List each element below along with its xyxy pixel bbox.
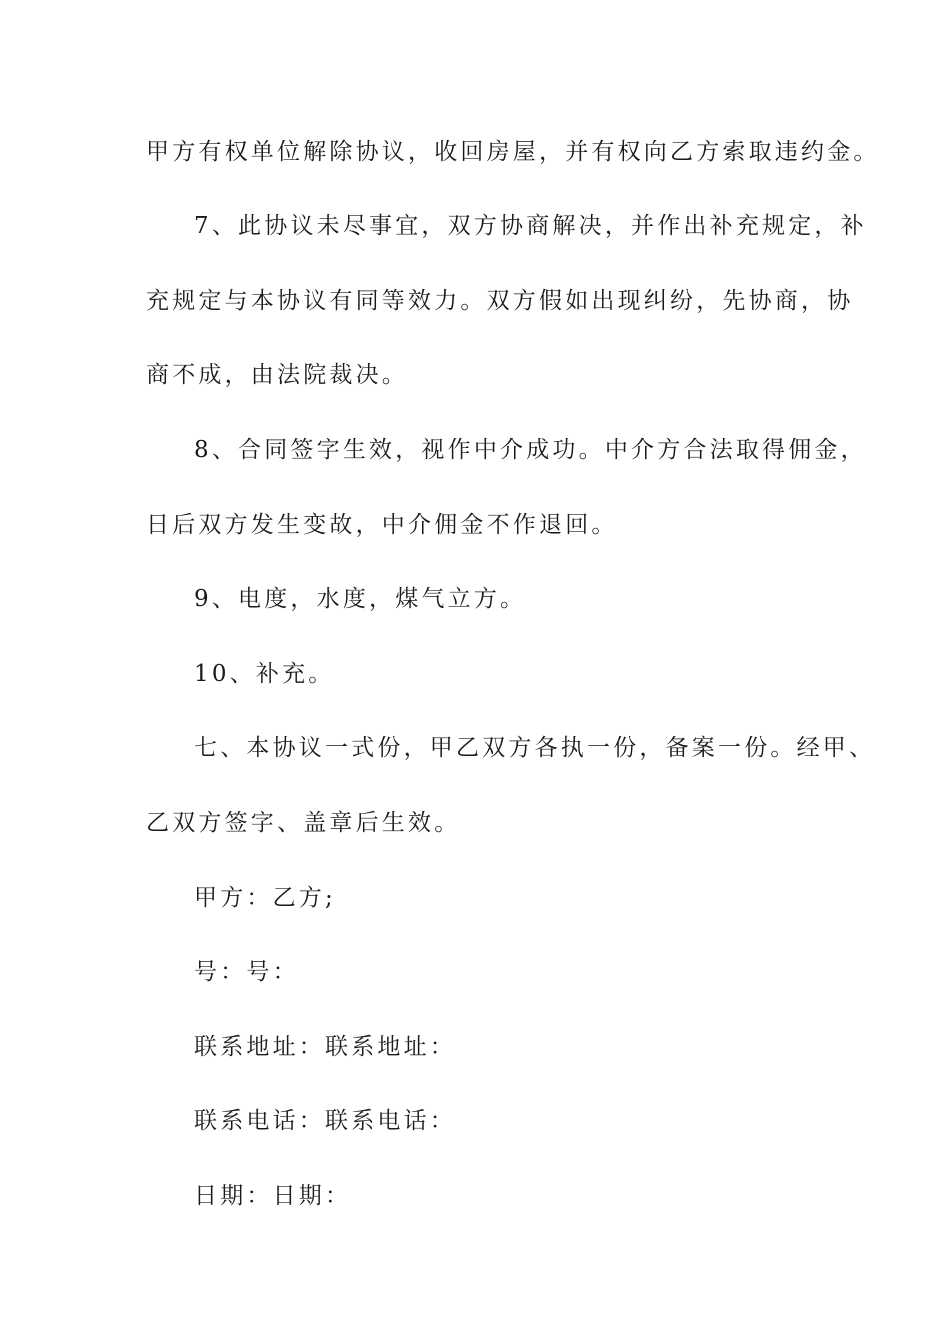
clause-9-line: 9、电度，水度，煤气立方。 [194, 586, 527, 612]
clause-7-line-3: 商不成，由法院裁决。 [146, 362, 408, 388]
party-labels-line: 甲方：乙方; [194, 885, 336, 911]
paragraph-line: 甲方有权单位解除协议，收回房屋，并有权向乙方索取违约金。 [146, 139, 880, 165]
section-7-line-1: 七、本协议一式份，甲乙双方各执一份，备案一份。经甲、 [194, 735, 876, 761]
address-labels-line: 联系地址：联系地址： [194, 1034, 456, 1060]
clause-7-line-1: 7、此协议未尽事宜，双方协商解决，并作出补充规定，补 [194, 213, 867, 239]
clause-7-line-2: 充规定与本协议有同等效力。双方假如出现纠纷，先协商，协 [146, 288, 854, 314]
number-labels-line: 号：号： [194, 959, 299, 985]
clause-8-line-1: 8、合同签字生效，视作中介成功。中介方合法取得佣金， [194, 437, 867, 463]
phone-labels-line: 联系电话：联系电话： [194, 1108, 456, 1134]
date-labels-line: 日期：日期： [194, 1183, 352, 1209]
clause-8-line-2: 日后双方发生变故，中介佣金不作退回。 [146, 512, 618, 538]
clause-10-line: 10、补充。 [194, 661, 335, 687]
section-7-line-2: 乙双方签字、盖章后生效。 [146, 810, 461, 836]
